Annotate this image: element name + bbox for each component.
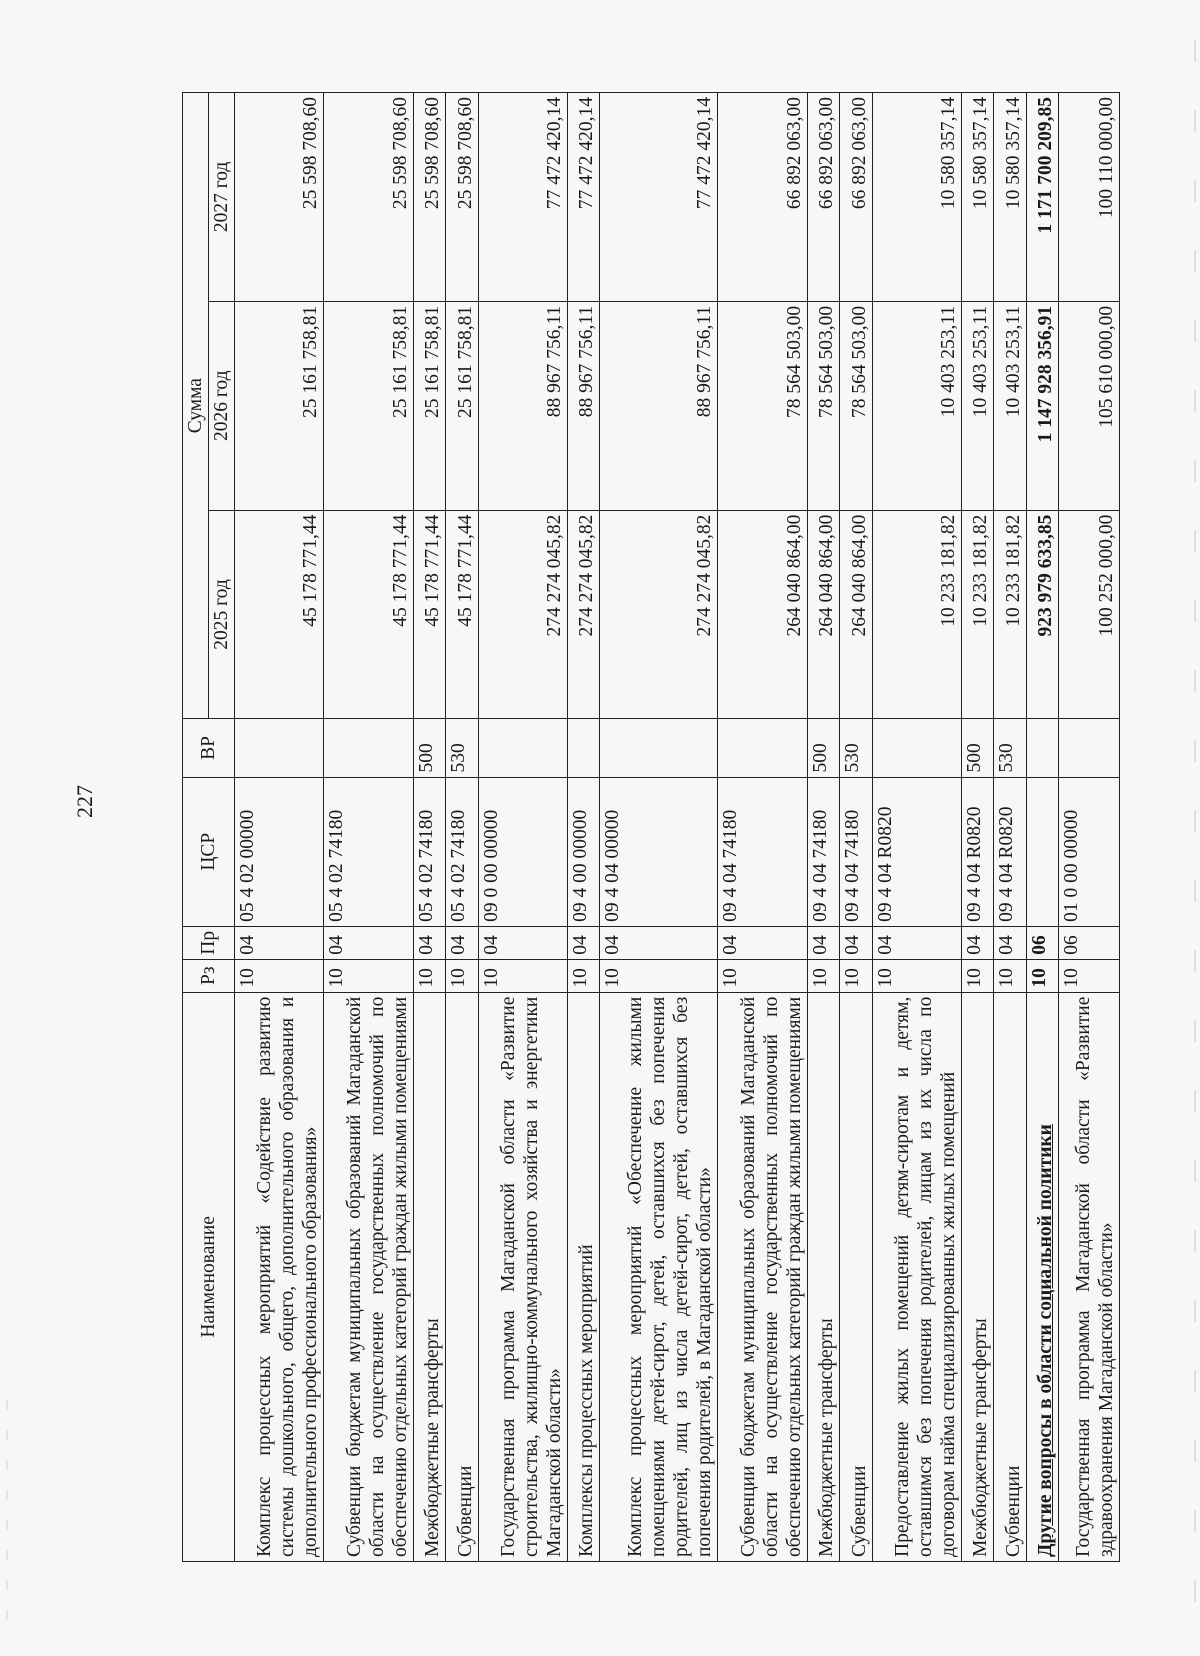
header-vr: ВР bbox=[183, 719, 235, 777]
row-vr bbox=[1059, 719, 1120, 777]
row-rz: 10 bbox=[718, 959, 807, 992]
row-rz: 10 bbox=[446, 959, 478, 992]
table-row bbox=[413, 93, 445, 1562]
row-2026: 1 147 928 356,91 bbox=[1026, 301, 1058, 510]
budget-table bbox=[182, 92, 1120, 1562]
row-2025: 10 233 181,82 bbox=[994, 510, 1026, 719]
row-name: Межбюджетные трансферты bbox=[962, 992, 994, 1561]
row-2025: 10 233 181,82 bbox=[962, 510, 994, 719]
row-2026: 105 610 000,00 bbox=[1059, 301, 1120, 510]
row-name: Государственная программа Магаданской области «Развитие строительства, жилищно-коммунального хозяйства и энергетики Магаданской области» bbox=[478, 992, 567, 1561]
row-2027: 77 472 420,14 bbox=[568, 93, 600, 302]
row-name: Комплексы процессных мероприятий bbox=[568, 992, 600, 1561]
table-row bbox=[324, 93, 413, 1562]
row-rz: 10 bbox=[235, 959, 324, 992]
table-row bbox=[872, 93, 961, 1562]
row-vr: 530 bbox=[446, 719, 478, 777]
table-row bbox=[1026, 93, 1058, 1562]
row-2027: 66 892 063,00 bbox=[718, 93, 807, 302]
row-2026: 78 564 503,00 bbox=[840, 301, 872, 510]
row-name: Государственная программа Магаданской области «Развитие здравоохранения Магаданской области» bbox=[1059, 992, 1120, 1561]
row-2026: 88 967 756,11 bbox=[600, 301, 718, 510]
table-row bbox=[1059, 93, 1120, 1562]
row-pr: 04 bbox=[994, 926, 1026, 959]
row-2027: 66 892 063,00 bbox=[840, 93, 872, 302]
row-pr: 04 bbox=[718, 926, 807, 959]
row-2027: 100 110 000,00 bbox=[1059, 93, 1120, 302]
row-2025: 45 178 771,44 bbox=[235, 510, 324, 719]
header-2025: 2025 год bbox=[209, 510, 235, 719]
row-pr: 04 bbox=[962, 926, 994, 959]
row-vr bbox=[1026, 719, 1058, 777]
row-2027: 10 580 357,14 bbox=[962, 93, 994, 302]
row-name: Субвенции бюджетам муниципальных образований Магаданской области на осуществление государственных полномочий по обеспечению отдельных категорий граждан жилыми помещениями bbox=[324, 992, 413, 1561]
row-name: Субвенции bbox=[994, 992, 1026, 1561]
table-header-row-1 bbox=[183, 93, 209, 1562]
row-csr: 09 4 04 R0820 bbox=[994, 777, 1026, 926]
table-row bbox=[446, 93, 478, 1562]
row-2026: 78 564 503,00 bbox=[718, 301, 807, 510]
row-vr: 500 bbox=[807, 719, 839, 777]
row-2025: 45 178 771,44 bbox=[446, 510, 478, 719]
row-rz: 10 bbox=[1026, 959, 1058, 992]
row-pr: 04 bbox=[568, 926, 600, 959]
row-csr: 09 0 00 00000 bbox=[478, 777, 567, 926]
row-csr bbox=[1026, 777, 1058, 926]
row-2027: 77 472 420,14 bbox=[600, 93, 718, 302]
row-2026: 78 564 503,00 bbox=[807, 301, 839, 510]
row-pr: 04 bbox=[446, 926, 478, 959]
row-vr: 530 bbox=[840, 719, 872, 777]
row-2025: 100 252 000,00 bbox=[1059, 510, 1120, 719]
table-row bbox=[807, 93, 839, 1562]
row-vr bbox=[235, 719, 324, 777]
row-csr: 09 4 04 00000 bbox=[600, 777, 718, 926]
row-csr: 09 4 04 74180 bbox=[840, 777, 872, 926]
row-2027: 66 892 063,00 bbox=[807, 93, 839, 302]
row-vr: 530 bbox=[994, 719, 1026, 777]
row-vr bbox=[568, 719, 600, 777]
row-2025: 45 178 771,44 bbox=[413, 510, 445, 719]
row-name: Субвенции bbox=[446, 992, 478, 1561]
table-row bbox=[600, 93, 718, 1562]
row-csr: 05 4 02 74180 bbox=[324, 777, 413, 926]
row-rz: 10 bbox=[872, 959, 961, 992]
row-pr: 04 bbox=[413, 926, 445, 959]
row-rz: 10 bbox=[600, 959, 718, 992]
row-2026: 10 403 253,11 bbox=[962, 301, 994, 510]
row-rz: 10 bbox=[413, 959, 445, 992]
row-2025: 264 040 864,00 bbox=[840, 510, 872, 719]
row-rz: 10 bbox=[962, 959, 994, 992]
row-vr: 500 bbox=[962, 719, 994, 777]
row-2027: 25 598 708,60 bbox=[413, 93, 445, 302]
header-2026: 2026 год bbox=[209, 301, 235, 510]
row-name: Комплекс процессных мероприятий «Содействие развитию системы дошкольного, общего, дополнительного образования и дополнительного профессионального образования» bbox=[235, 992, 324, 1561]
row-name: Комплекс процессных мероприятий «Обеспечение жилыми помещениями детей-сирот, детей, оставшихся без попечения родителей, лиц из числа детей-сирот, детей, оставшихся без попечения родителей, в Магаданской области» bbox=[600, 992, 718, 1561]
table-row bbox=[235, 93, 324, 1562]
row-rz: 10 bbox=[807, 959, 839, 992]
row-pr: 04 bbox=[840, 926, 872, 959]
row-2027: 25 598 708,60 bbox=[446, 93, 478, 302]
row-2027: 10 580 357,14 bbox=[994, 93, 1026, 302]
row-pr: 04 bbox=[478, 926, 567, 959]
row-2026: 25 161 758,81 bbox=[413, 301, 445, 510]
header-2027: 2027 год bbox=[209, 93, 235, 302]
row-rz: 10 bbox=[324, 959, 413, 992]
scan-edge-artifact-left bbox=[6, 1400, 8, 1620]
row-csr: 05 4 02 00000 bbox=[235, 777, 324, 926]
header-sum: Сумма bbox=[183, 93, 209, 719]
table-row bbox=[478, 93, 567, 1562]
table-row bbox=[718, 93, 807, 1562]
row-2025: 274 274 045,82 bbox=[568, 510, 600, 719]
row-2025: 264 040 864,00 bbox=[718, 510, 807, 719]
row-vr bbox=[478, 719, 567, 777]
row-2025: 10 233 181,82 bbox=[872, 510, 961, 719]
row-pr: 04 bbox=[600, 926, 718, 959]
table-body bbox=[235, 93, 1120, 1562]
row-csr: 01 0 00 00000 bbox=[1059, 777, 1120, 926]
row-pr: 04 bbox=[872, 926, 961, 959]
row-vr bbox=[324, 719, 413, 777]
row-rz: 10 bbox=[994, 959, 1026, 992]
row-2026: 25 161 758,81 bbox=[446, 301, 478, 510]
budget-table-rotated bbox=[182, 92, 1120, 1562]
row-vr bbox=[600, 719, 718, 777]
row-2026: 88 967 756,11 bbox=[568, 301, 600, 510]
row-csr: 09 4 04 R0820 bbox=[872, 777, 961, 926]
row-vr bbox=[872, 719, 961, 777]
row-2026: 10 403 253,11 bbox=[994, 301, 1026, 510]
header-pr: Пр bbox=[183, 926, 235, 959]
row-2027: 10 580 357,14 bbox=[872, 93, 961, 302]
row-2027: 25 598 708,60 bbox=[324, 93, 413, 302]
row-csr: 09 4 04 R0820 bbox=[962, 777, 994, 926]
row-name: Межбюджетные трансферты bbox=[413, 992, 445, 1561]
row-2026: 25 161 758,81 bbox=[235, 301, 324, 510]
row-name: Другие вопросы в области социальной политики bbox=[1026, 992, 1058, 1561]
table-row bbox=[840, 93, 872, 1562]
header-csr: ЦСР bbox=[183, 777, 235, 926]
row-2026: 88 967 756,11 bbox=[478, 301, 567, 510]
row-2026: 25 161 758,81 bbox=[324, 301, 413, 510]
page-number: 227 bbox=[72, 785, 97, 818]
header-rz: Рз bbox=[183, 959, 235, 992]
row-2025: 45 178 771,44 bbox=[324, 510, 413, 719]
row-2027: 1 171 700 209,85 bbox=[1026, 93, 1058, 302]
row-2026: 10 403 253,11 bbox=[872, 301, 961, 510]
row-name: Субвенции бюджетам муниципальных образований Магаданской области на осуществление государственных полномочий по обеспечению отдельных категорий граждан жилыми помещениями bbox=[718, 992, 807, 1561]
row-csr: 09 4 04 74180 bbox=[718, 777, 807, 926]
row-vr bbox=[718, 719, 807, 777]
row-2027: 25 598 708,60 bbox=[235, 93, 324, 302]
row-csr: 05 4 02 74180 bbox=[446, 777, 478, 926]
row-name: Межбюджетные трансферты bbox=[807, 992, 839, 1561]
header-name: Наименование bbox=[183, 992, 235, 1561]
row-csr: 05 4 02 74180 bbox=[413, 777, 445, 926]
row-2025: 274 274 045,82 bbox=[600, 510, 718, 719]
row-2027: 77 472 420,14 bbox=[478, 93, 567, 302]
row-pr: 04 bbox=[324, 926, 413, 959]
row-pr: 04 bbox=[807, 926, 839, 959]
row-rz: 10 bbox=[478, 959, 567, 992]
row-vr: 500 bbox=[413, 719, 445, 777]
row-2025: 274 274 045,82 bbox=[478, 510, 567, 719]
row-rz: 10 bbox=[1059, 959, 1120, 992]
table-row bbox=[994, 93, 1026, 1562]
row-rz: 10 bbox=[840, 959, 872, 992]
row-2025: 264 040 864,00 bbox=[807, 510, 839, 719]
row-rz: 10 bbox=[568, 959, 600, 992]
row-pr: 04 bbox=[235, 926, 324, 959]
table-row bbox=[962, 93, 994, 1562]
row-pr: 06 bbox=[1026, 926, 1058, 959]
row-csr: 09 4 04 74180 bbox=[807, 777, 839, 926]
scan-edge-artifact bbox=[1194, 40, 1196, 1620]
row-2025: 923 979 633,85 bbox=[1026, 510, 1058, 719]
table-row bbox=[568, 93, 600, 1562]
row-pr: 06 bbox=[1059, 926, 1120, 959]
row-name: Предоставление жилых помещений детям-сиротам и детям, оставшимся без попечения родителей, лицам из их числа по договорам найма специализированных жилых помещений bbox=[872, 992, 961, 1561]
row-csr: 09 4 00 00000 bbox=[568, 777, 600, 926]
row-name: Субвенции bbox=[840, 992, 872, 1561]
